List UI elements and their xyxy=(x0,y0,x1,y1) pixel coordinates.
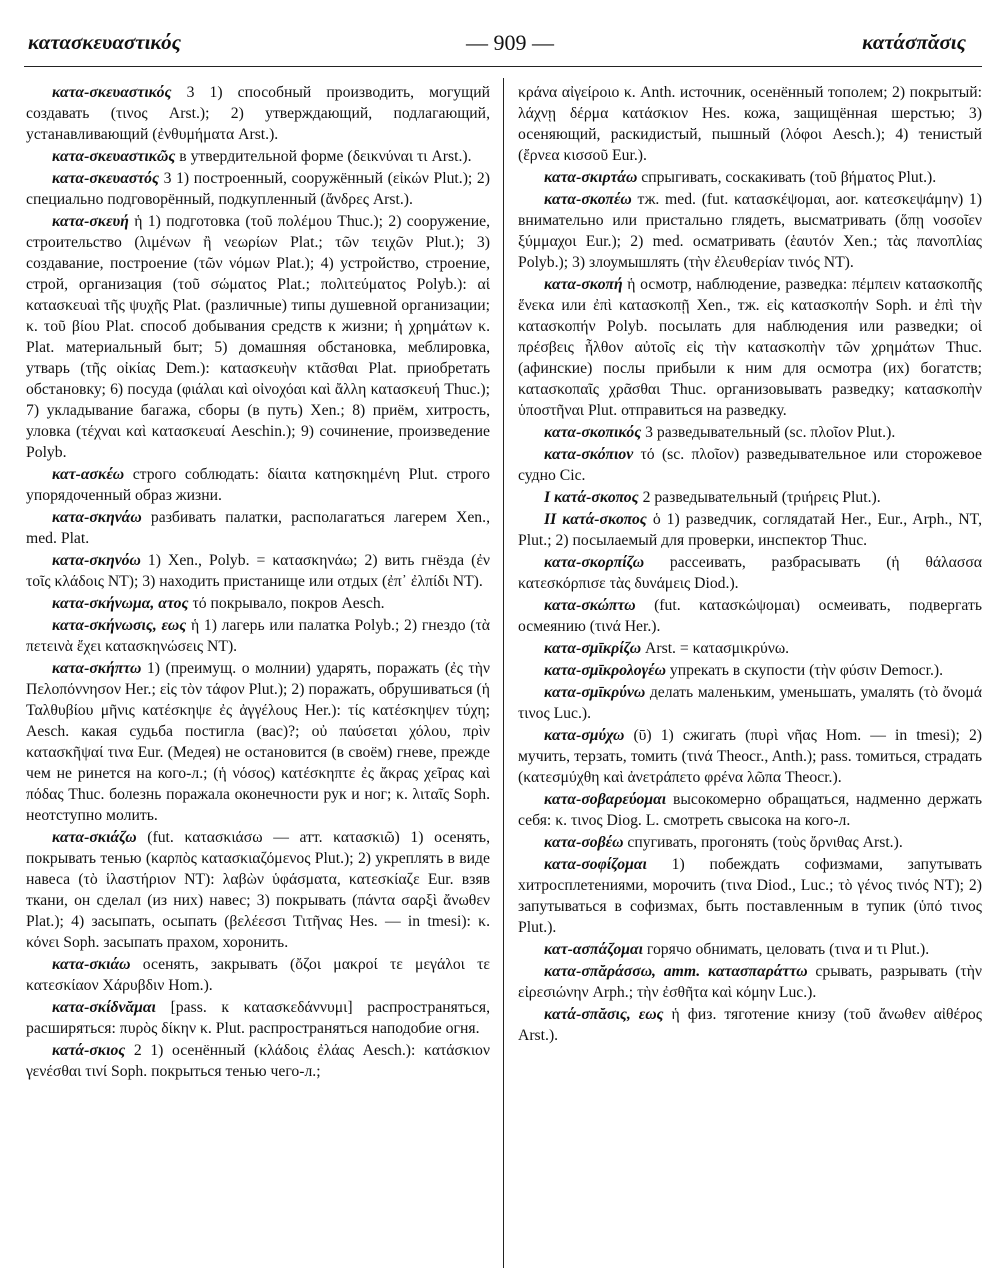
entry-definition: (fut. κατασκιάσω — атт. κατασκιῶ) 1) осенять, покрывать тенью (καρπὸς κατασκιαζόμενος Plut.); 2) укреплять в виде навеса (τὸ ἱλαστήριον NT): λαβὼν ὑφάσματα, κατεσκίαζε Eur. взяв ткани, он сделал (из них) навес; 3) покрывать (πάντα σαρξὶ ἄνωθεν Plat.); 4) засыпать, осыпать (βελέεσσι Τιτῆνας Hes. — in tmesi): κ. κόνει Soph. засыпать прахом, хоронить. xyxy=(26,829,491,951)
left-column xyxy=(26,82,490,1083)
entry-definition: горячо обнимать, целовать (τινα и τι Plut.). xyxy=(646,941,930,958)
dictionary-entry xyxy=(26,464,490,506)
dictionary-entry xyxy=(518,832,982,853)
header-rule xyxy=(24,66,982,67)
entry-headword: κατα-σμῑκρολογέω xyxy=(544,662,666,679)
entry-definition: спрыгивать, соскакивать (τοῦ βήματος Plut.). xyxy=(641,169,937,186)
entry-headword: κατα-σκευαστικῶς xyxy=(52,148,176,165)
entry-definition: строго соблюдать: δίαιτα κατησκημένη Plut. строго упорядоченный образ жизни. xyxy=(26,466,490,504)
dictionary-entry xyxy=(26,146,490,167)
entry-headword: κατα-σκηνάω xyxy=(52,509,142,526)
entry-definition: спугивать, прогонять (τοὺς ὄρνιθας Arst.). xyxy=(627,834,903,851)
dictionary-entry xyxy=(518,444,982,486)
dictionary-entry xyxy=(26,507,490,549)
entry-headword: κατα-σπᾰράσσω, атт. κατασπαράττω xyxy=(544,963,808,980)
entry-headword: κατα-σκόπιον xyxy=(544,446,634,463)
entry-headword: κατα-σκώπτω xyxy=(544,597,636,614)
dictionary-entry-continued xyxy=(518,82,982,166)
entry-definition: 3 1) построенный, сооружённый (εἰκών Plut.); 2) специально подговорённый, подкупленный (ἄνδρες Arst.). xyxy=(26,170,490,208)
entry-definition: [pass. к κατασκεδάννυμι] распространяться, расширяться: πυρὸς δίκην κ. Plut. распространяться наподобие огня. xyxy=(26,999,491,1037)
dictionary-entry xyxy=(26,168,490,210)
entry-headword: κατα-σοβαρεύομαι xyxy=(544,791,667,808)
entry-definition: τό (sc. πλοῖον) разведывательное или сторожевое судно Cic. xyxy=(518,446,982,484)
entry-definition: рассеивать, разбрасывать (ἡ θάλασσα κατεσκόρπισε τὰς δυνάμεις Diod.). xyxy=(518,554,983,592)
entry-headword: κατα-σκευαστικός xyxy=(52,84,172,101)
entry-definition: Arst. = κατασμικρύνω. xyxy=(645,640,790,657)
entry-headword: κατα-σκευαστός xyxy=(52,170,159,187)
entry-definition: ὁ 1) разведчик, соглядатай Her., Eur., Arph., NT, Plut.; 2) посылаемый для проверки, инспектор Thuc. xyxy=(518,511,982,549)
dictionary-entry xyxy=(26,1040,490,1082)
dictionary-entry xyxy=(518,961,982,1003)
dictionary-entry xyxy=(518,595,982,637)
dictionary-entry xyxy=(518,789,982,831)
entry-headword: κατά-σπᾰσις, εως xyxy=(544,1006,664,1023)
entry-definition: срывать, разрывать (τὴν εἰρεσιώνην Arph.; τὴν ἐσθῆτα καὶ κόμην Luc.). xyxy=(518,963,983,1001)
entry-definition: κράνα αἰγείροιο κ. Anth. источник, осенённый тополем; 2) покрытый: λάχνῃ δέρμα κατάσκιον Hes. кожа, защищённая шерстью; 3) осеняющий, раскидистый, пышный (λόφοι Aesch.); 4) тенистый (ἔρνεα κισσοῦ Eur.). xyxy=(518,84,982,164)
entry-headword: κατα-σμύχω xyxy=(544,727,625,744)
column-divider xyxy=(503,78,504,1268)
entry-definition: в утвердительной форме (δεικνύναι τι Arst.). xyxy=(179,148,472,165)
entry-headword: κατα-σκευή xyxy=(52,213,129,230)
entry-headword: κατα-σμῑκρίζω xyxy=(544,640,642,657)
entry-definition: ἡ 1) подготовка (τοῦ πολέμου Thuc.); 2) сооружение, строительство (λιμένων ἢ νεωρίων Plat.; τῶν τειχῶν Plut.); 3) создавание, построение (τῶν νόμων Plat.); 4) устройство, строение, строй, организация (τοῦ σώματος Plat.; πολιτεύματος Polyb.): αἱ κατασκευαὶ τῆς ψυχῆς Plat. (различные) типы душевной организации; κ. τοῦ βίου Plat. способ добывания средств к жизни; ἡ χρημάτων κ. Plat. материальный быт; 5) домашняя обстановка, меблировка, утварь (τῆς οἰκίας Dem.): κατασκευὴν κτᾶσθαι Plat. приобретать обстановку; 6) посуда (φιάλαι καὶ οἰνοχόαι καὶ ἄλλη κατασκευή Thuc.); 7) укладывание багажа, сборы (в путь) Xen.; 8) приём, хитрость, уловка (τέχναι καὶ κατασκευαί Aeschin.); 9) сочинение, произведение Polyb. xyxy=(26,213,490,461)
dictionary-entry xyxy=(26,593,490,614)
dictionary-entry xyxy=(26,550,490,592)
dictionary-entry xyxy=(518,422,982,443)
dictionary-entry xyxy=(26,82,490,145)
entry-definition: упрекать в скупости (τὴν φύσιν Democr.). xyxy=(669,662,944,679)
entry-headword: κατα-σκοπή xyxy=(544,276,623,293)
running-head-right: κατάσπᾰσις xyxy=(862,30,966,54)
entry-headword: κατ-ασκέω xyxy=(52,466,125,483)
entry-headword: κατα-σκήνωσις, εως xyxy=(52,617,187,634)
entry-definition: τό покрывало, покров Aesch. xyxy=(192,595,385,612)
entry-headword: I κατά-σκοπος xyxy=(544,489,639,506)
dictionary-entry xyxy=(26,827,490,953)
entry-definition: 1) побеждать софизмами, запутывать хитросплетениями, морочить (τινα Diod., Luc.; τὸ γένος τινός NT); 2) запутываться в софизмах, быть поставленным в тупик (ὑπό τινος Plut.). xyxy=(518,856,983,936)
entry-definition: 2 разведывательный (τριήρεις Plut.). xyxy=(642,489,881,506)
dictionary-entry xyxy=(518,487,982,508)
entry-headword: κατα-σοφίζομαι xyxy=(544,856,647,873)
dictionary-entry xyxy=(26,997,490,1039)
dictionary-entry xyxy=(518,1004,982,1046)
dictionary-entry xyxy=(518,854,982,938)
dictionary-entry xyxy=(26,658,490,826)
entry-definition: ἡ 1) лагерь или палатка Polyb.; 2) гнездо (τὰ πετεινὰ ἔχει κατασκηνώσεις NT). xyxy=(26,617,491,655)
entry-headword: κατα-σοβέω xyxy=(544,834,624,851)
dictionary-entry xyxy=(26,615,490,657)
page-number: — 909 — xyxy=(466,30,554,55)
dictionary-entry xyxy=(518,509,982,551)
entry-headword: κατα-σκιρτάω xyxy=(544,169,638,186)
dictionary-entry xyxy=(26,211,490,463)
entry-definition: осенять, закрывать (ὄζοι μακροί τε μεγάλοι τε κατεσκίαον Χάρυβδιν Hom.). xyxy=(26,956,491,994)
entry-definition: (fut. κατασκώψομαι) осмеивать, подвергать осмеянию (τινά Her.). xyxy=(518,597,982,635)
entry-definition: тж. med. (fut. κατασκέψομαι, aor. κατεσκεψάμην) 1) внимательно или пристально глядеть, высматривать (ὅπῃ νοσοῖεν ξύμμαχοι Eur.); 2) med. осматривать (ἑαυτόν Xen.; τὰς πανοπλίας Polyb.); 3) злоумышлять (τὴν ἐλευθερίαν τινός NT). xyxy=(518,191,982,271)
entry-headword: κατά-σκιος xyxy=(52,1042,126,1059)
entry-headword: κατα-σκιάω xyxy=(52,956,131,973)
entry-definition: 1) (преимущ. о молнии) ударять, поражать (ἐς τὴν Πελοπόννησον Her.; εἰς τὸν τάφον Plut.); 2) поражать, обрушиваться (ἡ Ταλθυβίου μῆνις κατέσκηψε ἐς ἀγγέλους Her.): τίς κατέσκηψεν τύχη; Aesch. какая судьба постигла (вас)?; οὐ παύσεται χόλου, πρὶν κατασκῆψαί τινα Eur. (Медея) не остановится (в своём) гневе, прежде чем не ринется на кого-л.; (ἡ νόσος) κατέσκηπτε ἐς ἄκρας χεῖρας καὶ πόδας Thuc. болезнь поражала оконечности рук и ног; κ. λιταῖς Soph. неотступно молить. xyxy=(26,660,490,824)
dictionary-entry xyxy=(518,660,982,681)
dictionary-entry xyxy=(518,274,982,421)
entry-headword: κατα-σκοπέω xyxy=(544,191,632,208)
entry-headword: κατα-σκοπικός xyxy=(544,424,642,441)
entry-headword: κατα-σκήνωμα, ατος xyxy=(52,595,189,612)
entry-headword: κατα-σκηνόω xyxy=(52,552,141,569)
entry-headword: κατα-σκήπτω xyxy=(52,660,142,677)
entry-definition: 3 разведывательный (sc. πλοῖον Plut.). xyxy=(645,424,896,441)
entry-definition: ἡ физ. тяготение книзу (τοῦ ἄνωθεν αἰθέρος Arst.). xyxy=(518,1006,982,1044)
dictionary-entry xyxy=(518,682,982,724)
dictionary-entry xyxy=(518,638,982,659)
entry-definition: 3 1) способный производить, могущий создавать (τινος Arst.); 2) утверждающий, подлагающий, устанавливающий (ἐνθυμήματα Arst.). xyxy=(26,84,491,143)
running-head-left: κατασκευαστικός xyxy=(28,30,182,54)
entry-headword: κατα-σμῑκρύνω xyxy=(544,684,646,701)
dictionary-entry xyxy=(518,167,982,188)
dictionary-entry xyxy=(518,189,982,273)
entry-definition: делать маленьким, уменьшать, умалять (τὸ ὄνομά τινος Luc.). xyxy=(518,684,983,722)
entry-definition: разбивать палатки, располагаться лагерем Xen., med. Plat. xyxy=(26,509,490,547)
dictionary-entry xyxy=(518,939,982,960)
entry-headword: κατα-σκορπίζω xyxy=(544,554,645,571)
entry-headword: κατα-σκίδνᾰμαι xyxy=(52,999,156,1016)
entry-headword: κατα-σκιάζω xyxy=(52,829,137,846)
entry-definition: ἡ осмотр, наблюдение, разведка: πέμπειν κατασκοπῆς ἕνεκα или ἐπὶ κατασκοπῇ Xen., тж. εἰς κατασκοπήν Soph. и ἐπὶ τὴν κατασκοπήν Polyb. посылать для наблюдения или разведки; οἱ πρέσβεις ἦλθον αὐτοῖς εἰς τὴν κατασκοπὴν τῶν χρημάτων Thuc. (афинские) послы прибыли к ним для осмотра (их) богатств; κατασκοπαῖς χρᾶσθαι Thuc. организовывать разведку; κατασκοπὴν ὑποστῆναι Plut. отправиться на разведку. xyxy=(518,276,983,419)
dictionary-entry xyxy=(26,954,490,996)
entry-definition: (ῡ) 1) сжигать (πυρὶ νῆας Hom. — in tmesi); 2) мучить, терзать, томить (τινά Theocr., Anth.); pass. томиться, страдать (κατεσμύχθη καὶ ἀνετράπετο φρένα λῶπα Theocr.). xyxy=(518,727,983,786)
dictionary-entry xyxy=(518,552,982,594)
entry-definition: 1) Xen., Polyb. = κατασκηνάω; 2) вить гнёзда (ἐν τοῖς κλάδοις NT); 3) находить пристанище или отдых (ἐπ᾽ ἐλπίδι NT). xyxy=(26,552,491,590)
entry-definition: 2 1) осенённый (κλάδοις ἐλάας Aesch.): κατάσκιον γενέσθαι τινί Soph. покрыться тенью чего-л.; xyxy=(26,1042,490,1080)
entry-headword: κατ-ασπάζομαι xyxy=(544,941,643,958)
dictionary-entry xyxy=(518,725,982,788)
entry-definition: высокомерно обращаться, надменно держать себя: κ. τινος Diog. L. смотреть свысока на кого-л. xyxy=(518,791,982,829)
right-column xyxy=(518,82,982,1047)
entry-headword: II κατά-σκοπος xyxy=(544,511,647,528)
